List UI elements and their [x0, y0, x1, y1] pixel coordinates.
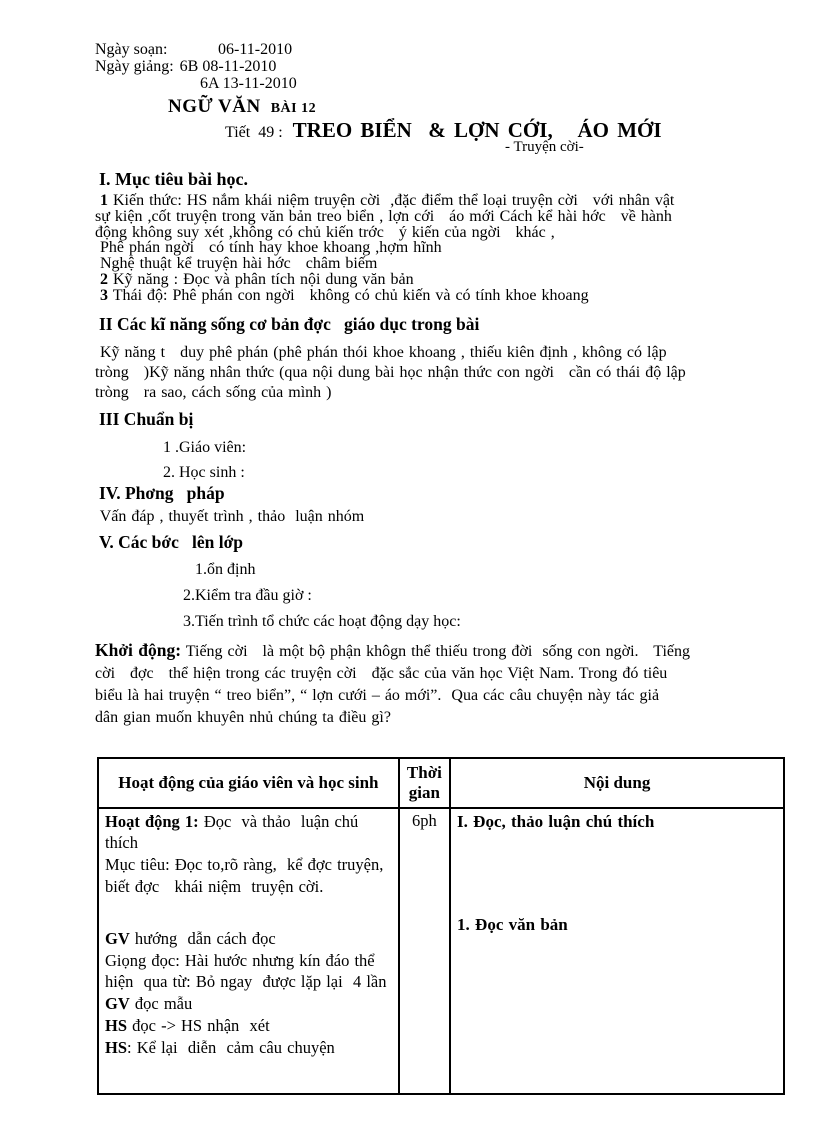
speaker-label: HS: [105, 1015, 128, 1035]
text-line: Nghệ thuật kể truyện hài hớc châm biếm: [95, 255, 378, 273]
table-header-row: [98, 758, 784, 808]
list-item: 1.ổn định: [195, 560, 256, 578]
section-2-body: [95, 343, 807, 403]
course-name: NGỮ VĂN: [168, 96, 261, 117]
section-5-body: [95, 557, 807, 635]
date-line-giang: [95, 58, 807, 75]
speaker-label: GV: [105, 994, 130, 1014]
text-line: Phê phán ngời có tính hay khoe khoang ,hợm hĩnh: [95, 239, 442, 257]
ngay-giang-value: 6B 08-11-2010: [179, 58, 277, 75]
ngay-soan-label: Ngày soạn:: [95, 41, 168, 58]
section-2-heading: II Các kĩ năng sống cơ bản đợc giáo dục trong bài: [99, 313, 480, 334]
content-heading: I. Đọc, thảo luận chú thích: [457, 811, 655, 831]
text-line: [95, 272, 807, 288]
title-subtitle: - Truyện cời-: [505, 139, 584, 155]
section-4-heading: IV. Phơng pháp: [99, 482, 225, 503]
date-line-giang-2: [95, 75, 807, 92]
list-item: 2. Học sinh :: [163, 463, 245, 481]
section-1-heading: I. Mục tiêu bài học.: [99, 169, 249, 189]
speaker-label: HS: [105, 1037, 128, 1057]
activity-label: Hoạt động 1:: [105, 811, 199, 831]
text-run: Thái độ: Phê phán con ngời không có chủ kiến và có tính khoe khoang: [108, 286, 589, 304]
col-header-content: Nội dung: [450, 758, 784, 808]
ngay-soan-value: 06-11-2010: [218, 41, 293, 58]
text-run: hướng dẫn cách đọc: [129, 928, 276, 948]
text-run: Kỹ năng : Đọc và phân tích nội dung văn bản: [108, 270, 414, 288]
item-number: 3: [95, 286, 108, 304]
date-block: [95, 41, 807, 92]
text-line: [105, 1037, 392, 1059]
text-run: Tiếng cời là một bộ phận khôgn thể thiếu trong đời sống con ngời. Tiếng: [181, 642, 691, 660]
date-line-soan: [95, 41, 807, 58]
cell-activities: [98, 808, 399, 1094]
list-item: 2.Kiểm tra đầu giờ :: [183, 586, 312, 604]
content-subheading: 1. Đọc văn bản: [457, 915, 568, 935]
section-5-heading: V. Các bớc lên lớp: [99, 531, 243, 552]
lesson-plan-table: [97, 757, 785, 1095]
period-label: Tiết 49 :: [225, 124, 283, 141]
text-line: biểu là hai truyện “ treo biển”, “ lợn cưới – áo mới”. Qua các câu chuyện này tác giả: [95, 686, 660, 704]
text-line: động không suy xét ,không có chủ kiến trớc ý kiến của ngời khác ,: [95, 223, 555, 241]
list-item: 1 .Giáo viên:: [163, 438, 247, 456]
item-number: 1: [95, 192, 108, 209]
section-3-body: [95, 435, 807, 485]
text-line: [95, 639, 807, 663]
activity-title-line: [105, 811, 392, 855]
text-run: đọc -> HS nhận xét: [127, 1015, 270, 1035]
col-header-activities: Hoạt động của giáo viên và học sinh: [98, 758, 399, 808]
text-line: [95, 288, 807, 304]
section-1-body: [95, 193, 807, 304]
text-line: Kỹ năng t duy phê phán (phê phán thói khoe khoang , thiếu kiên định , không có lập: [95, 343, 667, 361]
text-line: Giọng đọc: Hài hước nhưng kín đáo thể hiện qua từ: Bỏ ngay được lặp lại 4 lần: [105, 950, 387, 992]
text-run: đọc mẫu: [129, 994, 193, 1014]
text-line: Mục tiêu: Đọc to,rõ ràng, kể đợc truyện, biết đợc khái niệm truyện cời.: [105, 855, 389, 896]
lesson-number: BÀI 12: [270, 101, 317, 116]
text-line: [105, 928, 392, 950]
text-line: [105, 1015, 392, 1037]
col-header-time: Thời gian: [399, 758, 450, 808]
text-line: [95, 193, 807, 209]
khoi-dong-label: Khởi động:: [95, 639, 182, 660]
text-run: Kiến thức: HS nắm khái niệm truyện cời ,đặc điểm thể loại truyện cời với nhân vật: [108, 192, 675, 209]
cell-content: [450, 808, 784, 1094]
text-line: tròng ra sao, cách sống của mình ): [95, 383, 332, 401]
text-line: tròng )Kỹ năng nhân thức (qua nội dung bài học nhận thức con ngời cần có thái độ lập: [95, 363, 686, 381]
section-3-heading: III Chuẩn bị: [99, 408, 194, 429]
text-line: sự kiện ,cốt truyện trong văn bản treo biển , lợn cới áo mới Cách kể hài hớc về hành: [95, 207, 672, 225]
table-body: [98, 808, 784, 1094]
section-4-body: Vấn đáp , thuyết trình , thảo luận nhóm: [95, 507, 365, 525]
page-title: TREO BIỂN & LỢN CỚI, ÁO MỚI: [292, 118, 662, 142]
text-line: [105, 993, 392, 1015]
course-line: [168, 97, 807, 118]
text-run: Đọc và thảo luận chú thích: [105, 811, 364, 853]
cell-time: 6ph: [399, 808, 450, 1094]
item-number: 2: [95, 270, 108, 288]
list-item: 3.Tiến trình tổ chức các hoạt động dạy học:: [183, 612, 461, 630]
ngay-giang-label: Ngày giảng:: [95, 58, 174, 75]
table-header: [98, 758, 784, 808]
table-row: [98, 808, 784, 1094]
speaker-label: GV: [105, 928, 130, 948]
text-run: : Kể lại diễn cảm câu chuyện: [127, 1037, 335, 1057]
text-line: cời đợc thể hiện trong các truyện cời đặc sắc của văn học Việt Nam. Trong đó tiêu: [95, 664, 668, 682]
khoi-dong-paragraph: [95, 639, 807, 729]
ngay-giang-value-2: 6A 13-11-2010: [200, 75, 297, 92]
text-line: dân gian muốn khuyên nhủ chúng ta điều gì?: [95, 708, 391, 726]
